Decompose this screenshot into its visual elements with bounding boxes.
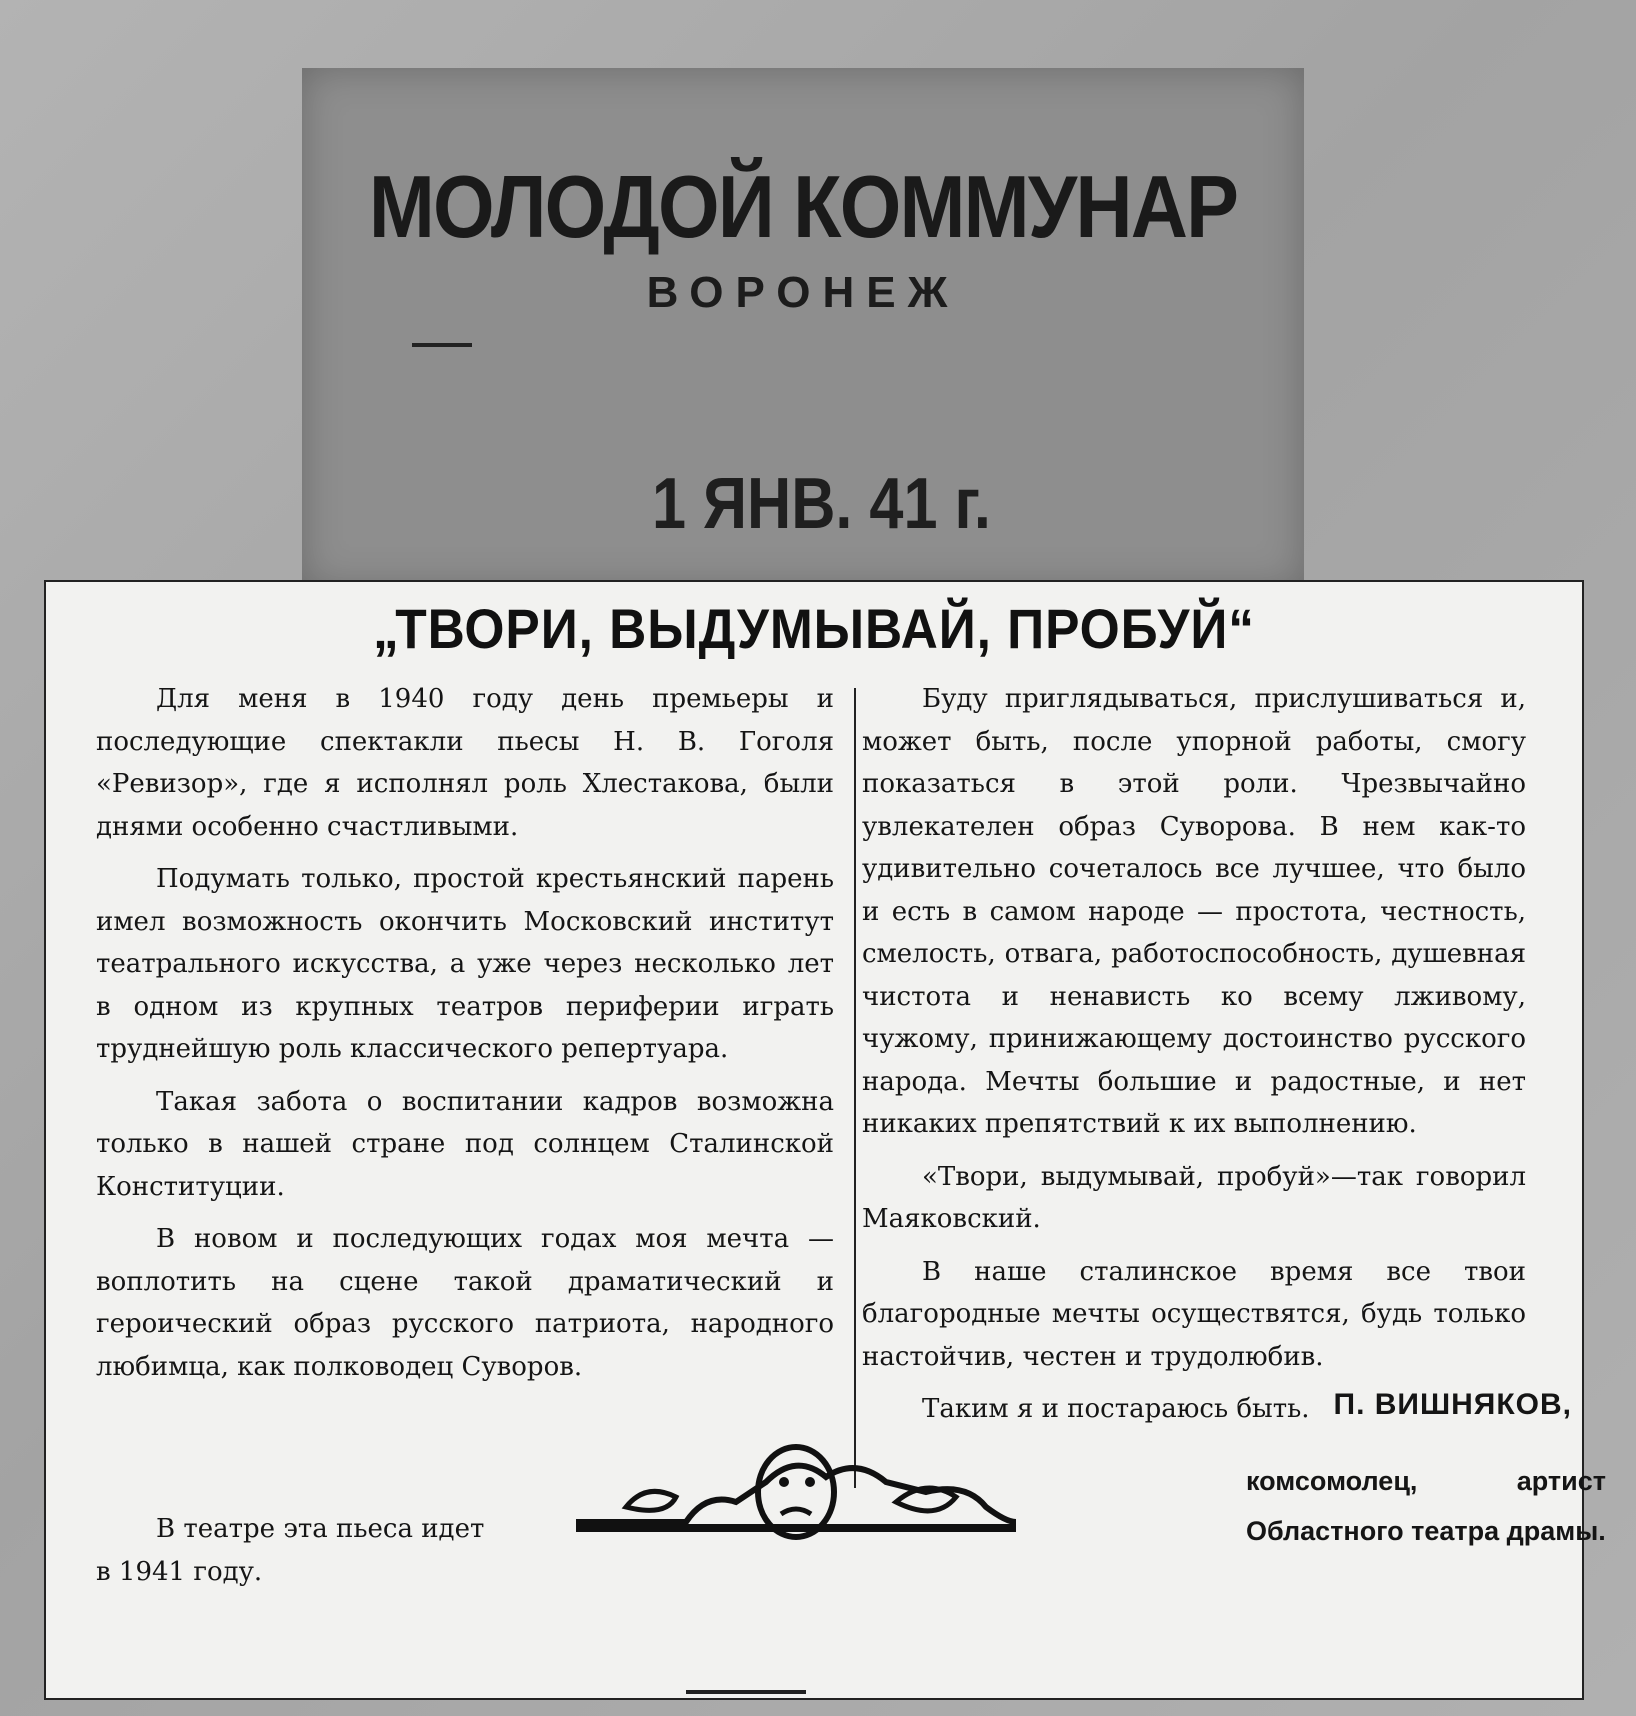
- left-column: [96, 678, 834, 1398]
- article-clipping: [44, 580, 1606, 1700]
- author-name: П. ВИШНЯКОВ,: [1333, 1388, 1572, 1421]
- paragraph: «Твори, выдумывай, пробуй»—так говорил Маяковский.: [862, 1161, 1526, 1234]
- newspaper-title: МОЛОДОЙ КОММУНАР: [368, 157, 1238, 256]
- paragraph: Такая забота о воспитании кадров возможна только в нашей стране под солнцем Сталинской Конституции.: [96, 1086, 834, 1202]
- article-headline: „ТВОРИ, ВЫДУМЫВАЙ, ПРОБУЙ“: [373, 597, 1255, 660]
- masthead-rule: [412, 343, 472, 347]
- paragraph: В театре эта пьеса идет в 1941 году.: [96, 1514, 485, 1587]
- paragraph: Подумать только, простой крестьянский парень имел возможность окончить Московский институт театрального искусства, а уже через несколько лет в одном из крупных театров периферии играть труднейшую роль классического репертуара.: [96, 864, 834, 1064]
- signature-block: [1206, 1388, 1606, 1556]
- theatre-mask-ornament-icon: [566, 1422, 1026, 1552]
- right-column: [834, 678, 1526, 1441]
- paragraph: В новом и последующих годах моя мечта — воплотить на сцене такой драматический и героический образ русского патриота, народного любимца, как полководец Суворов.: [96, 1224, 834, 1382]
- left-column-tail: [96, 1508, 496, 1603]
- date-stamp: 1 ЯНВ. 41 г.: [652, 464, 991, 544]
- paragraph: Таким я и постараюсь быть.: [922, 1394, 1310, 1424]
- author-position: комсомолец, артист Областного театра драмы.: [1246, 1466, 1606, 1546]
- bottom-rule: [686, 1690, 806, 1694]
- newspaper-masthead: [302, 68, 1304, 588]
- paragraph: Для меня в 1940 году день премьеры и последующие спектакли пьесы Н. В. Гоголя «Ревизор», где я исполнял роль Хлестакова, были днями особенно счастливыми.: [96, 684, 834, 842]
- newspaper-city: ВОРОНЕЖ: [646, 268, 960, 317]
- paragraph: В наше сталинское время все твои благородные мечты осуществятся, будь только настойчив, честен и трудолюбив.: [862, 1256, 1526, 1372]
- paragraph: Буду приглядываться, прислушиваться и, может быть, после упорной работы, смогу показаться в этой роли. Чрезвычайно увлекателен образ Суворова. В нем как-то удивительно сочеталось все лучшее, что было и есть в самом народе — простота, честность, смелость, отвага, работоспособность, душевная чистота и ненависть ко всему лживому, чужому, принижающему достоинство русского народа. Мечты большие и радостные, и нет никаких препятствий к их выполнению.: [862, 684, 1526, 1139]
